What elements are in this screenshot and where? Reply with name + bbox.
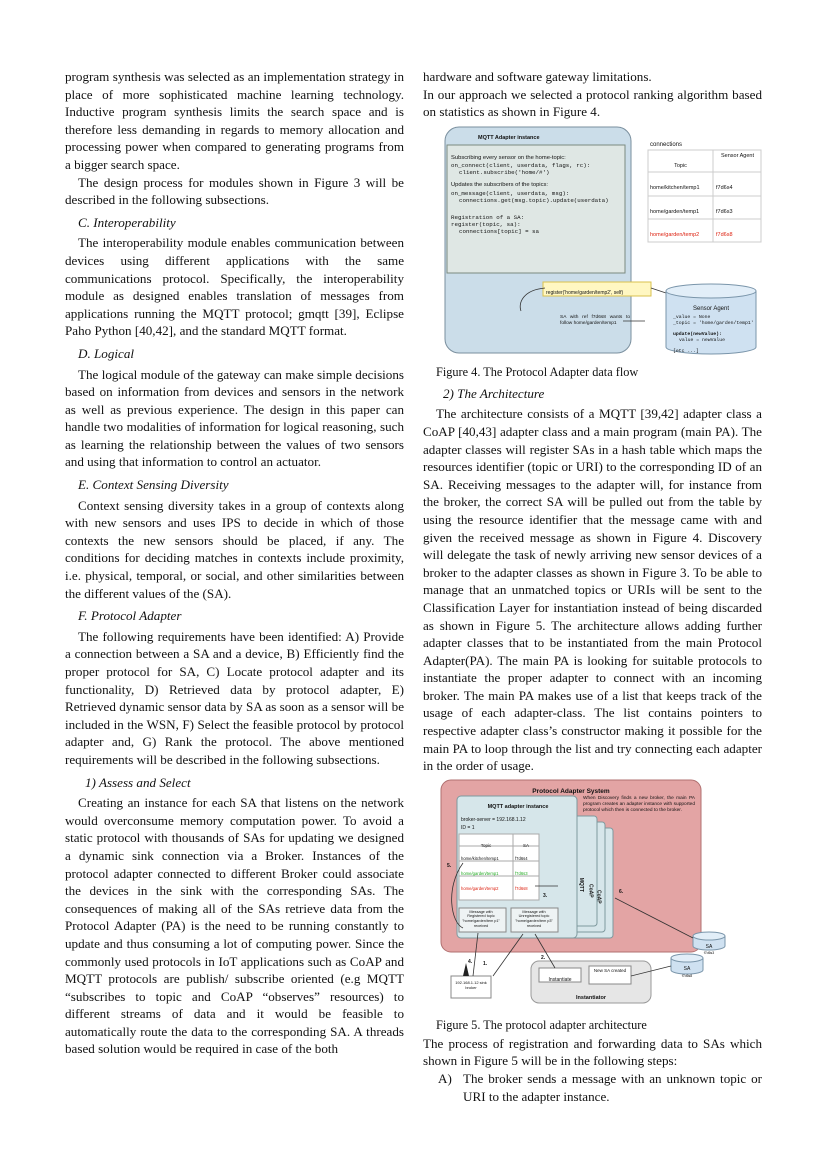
code-line: client.subscribe('home/#') bbox=[459, 169, 550, 177]
table-cell: f7d6s8 bbox=[716, 231, 733, 238]
paragraph: The process of registration and forwarding data to SAs which shown in Figure 5 will be in the following steps: bbox=[423, 1035, 762, 1069]
system-title: Protocol Adapter System bbox=[532, 787, 610, 795]
table-header-sensor-agent: Sensor Agent bbox=[720, 152, 755, 159]
new-sa-label: New SA created bbox=[593, 967, 627, 973]
code-line: value = newValue bbox=[679, 337, 726, 343]
figure-caption: Figure 5. The protocol adapter architecture bbox=[436, 1017, 647, 1032]
section-heading: E. Context Sensing Diversity bbox=[78, 477, 229, 493]
code-line: connections.get(msg.topic).update(userdata) bbox=[459, 196, 609, 204]
code-line: update(newValue): bbox=[673, 331, 722, 337]
instantiator-label: Instantiator bbox=[576, 994, 606, 1001]
register-note: register('home/garden/temp2', self) bbox=[546, 289, 624, 296]
code-line: on_connect(client, userdata, flags, rc): bbox=[451, 161, 591, 169]
code-line: on_message(client, userdata, msg): bbox=[451, 189, 570, 197]
table-cell: home/kitchen/temp1 bbox=[461, 855, 499, 861]
connections-label: connections bbox=[650, 141, 683, 148]
paragraph: The logical module of the gateway can make simple decisions based on information from devices and sensors in the network as well as previous experience. The design in this paper can handle two modalities of information for logical reasoning, such as learning the relationship between the values of two sensors and using that information to control an actuator. bbox=[65, 366, 404, 470]
figure-4 bbox=[423, 125, 762, 360]
sensor-agent-code bbox=[673, 315, 754, 355]
list-marker: A) bbox=[438, 1071, 452, 1087]
step-6: 6. bbox=[619, 888, 624, 895]
list-item bbox=[423, 1070, 762, 1105]
sink-broker-label: 192.168.1.12 sink broker bbox=[455, 979, 487, 990]
registered-message: Message with Registered topic "home/garden/tem p1" received bbox=[462, 909, 500, 928]
code-line: _value = None bbox=[673, 314, 711, 320]
table-cell: f7d6s4 bbox=[515, 855, 528, 861]
code-line: Subscribing every sensor on the home-topic: bbox=[451, 154, 566, 161]
figure-5 bbox=[423, 778, 762, 1013]
follow-note: SA with ref f7d6s8 wants to follow home/garden/temp1 bbox=[560, 314, 630, 326]
subsection-heading: 2) The Architecture bbox=[443, 385, 545, 401]
paragraph: Context sensing diversity takes in a group of contexts along with new sensors and uses IPS to decide in which of those contexts the new sensors should be placed, if any. The conditions for deciding matches in contexts include proximity, i.e. physical, temporal, or social, and other similarities between the different values of the (SA). bbox=[65, 497, 404, 601]
code-line: Registration of a SA: bbox=[451, 214, 525, 221]
table-cell: f7d6s3 bbox=[515, 870, 528, 876]
code-line: _topic = 'home/garden/temp1' bbox=[673, 320, 754, 326]
unregistered-message: Message with Unregistered topic "home/garden/tem p3" received bbox=[515, 909, 553, 928]
step-4: 4. bbox=[468, 958, 473, 965]
code-line: register(topic, sa): bbox=[451, 221, 521, 229]
paragraph: The following requirements have been identified: A) Provide a connection between a SA and a device, B) Efficiently find the proper protocol for SA, C) Locate protocol adapter and its functionality, D) Retrieved data by protocol adapter, E) Retrieved dynamic sensor data by SA as soon as a sensor will be included in the WSN, F) Select the feasible protocol by protocol adapter and, G) Rank the protocol. The above mentioned requirements will be described in the following subsections. bbox=[65, 628, 404, 767]
code-listing bbox=[451, 155, 623, 236]
table-cell: home/garden/temp1 bbox=[461, 870, 499, 876]
paragraph: In our approach we selected a protocol ranking algorithm based on statistics as shown in Figure 4. bbox=[423, 86, 762, 120]
section-heading: C. Interoperability bbox=[78, 214, 176, 230]
table-cell: home/garden/temp1 bbox=[650, 208, 700, 215]
coap-label-2: CoAP bbox=[595, 889, 602, 904]
paragraph: The architecture consists of a MQTT [39,42] adapter class a CoAP [40,43] adapter class and a main program (main PA). The adapter classes will register SAs in a hash table which maps the resources identifier (topic or URI) to the corresponding ID of an SA. Receiving messages to the adapter will, for instance from the broker, the correct SA will be pulled out from the table by using the resource identifier that the message came with and given the received message as shown in Figure 4. Discovery will delegate the task of newly arriving new sensor devices of a broker to the adapter classes as shown in Figure 3. To be able to manage that an unmatched topics or URIs will be sent to the Classification Layer for instantiation instead of being discarded as shown in Figure 5. The architecture allows adding further adapter classes that to be instantiated from the main Protocol Adapter(PA). The main PA is looking for suitable protocols to instantiate the proper adapter to connect with an incoming broker. The main PA makes use of a list that keeps track of the usage of each adapter-class. The list contains pointers to respective adapter class’s constructor making it possible for the main PA to loop through the list and try connecting each adapter in the order of usage. bbox=[423, 406, 762, 774]
discovery-note: When Discovery finds a new broker, the main PA program creates an adapter instance with supported protocol which then is connected to the broker. bbox=[583, 795, 695, 813]
sa-id: f7d6s3 bbox=[703, 950, 715, 955]
sensor-agent-title: Sensor Agent bbox=[692, 305, 730, 312]
paragraph: The interoperability module enables communication between devices using different applications with the same communications protocol. Specifically, the interoperability module as designed enables translation of messages from applications running the MQTT protocol; gmqtt [39], Eclipse Paho Python [40,42], and the standard MQTT format. bbox=[65, 235, 404, 339]
sa-id: f7d6s8 bbox=[681, 973, 693, 978]
paragraph: The design process for modules shown in Figure 3 will be described in the following subsections. bbox=[65, 174, 404, 208]
code-line: Updates the subscribers of the topics: bbox=[451, 182, 548, 189]
table-header-topic: Topic bbox=[480, 842, 492, 848]
adapter-instance-title: MQTT adapter instance bbox=[487, 803, 549, 810]
section-heading: D. Logical bbox=[78, 345, 135, 361]
mqtt-label: MQTT bbox=[577, 877, 584, 892]
table-header-sa: SA bbox=[522, 842, 529, 848]
adapter-title: MQTT Adapter instance bbox=[478, 134, 540, 141]
table-header-topic: Topic bbox=[674, 162, 687, 169]
sa-label: SA bbox=[705, 943, 713, 950]
code-line: [etc ...] bbox=[673, 348, 699, 354]
sa-label: SA bbox=[683, 965, 691, 972]
code-line: connections[topic] = sa bbox=[459, 228, 540, 236]
step-1: 1. bbox=[483, 960, 488, 967]
table-cell: f7d6s4 bbox=[716, 184, 733, 191]
step-3: 3. bbox=[543, 892, 548, 899]
table-cell: f7d6s8 bbox=[515, 885, 528, 891]
paragraph: hardware and software gateway limitations. bbox=[423, 69, 652, 84]
coap-label: CoAP bbox=[587, 883, 594, 898]
table-cell: home/garden/temp2 bbox=[461, 885, 499, 891]
table-cell: f7d6s3 bbox=[716, 208, 733, 215]
instance-id: ID = 1 bbox=[461, 824, 475, 831]
step-2: 2. bbox=[541, 954, 546, 961]
table-cell: home/garden/temp2 bbox=[650, 231, 700, 238]
table-cell: home/kitchen/temp1 bbox=[650, 184, 700, 191]
broker-server: broker-server = 192.168.1.12 bbox=[461, 816, 526, 823]
list-text: The broker sends a message with an unknown topic or URI to the adapter instance. bbox=[463, 1071, 762, 1104]
subsection-heading: 1) Assess and Select bbox=[85, 774, 191, 790]
step-5: 5. bbox=[447, 862, 452, 869]
figure-caption: Figure 4. The Protocol Adapter data flow bbox=[436, 364, 639, 379]
instantiate-label: Instantiate bbox=[548, 976, 572, 983]
left-column bbox=[65, 68, 404, 1058]
arrow bbox=[651, 288, 666, 293]
paragraph: Creating an instance for each SA that listens on the network would overconsume memory computation power. To avoid a static protocol with thousands of SAs for updating we designed a dynamic sink connection via a Broker. Instances of the protocol adapter connected to different Broker could associate the devices in the sink with the corresponding SAs. The consequences of making all of the SAs retrieve data from the Protocol Adapter (PA) is the need to be running constantly to update and thus consuming a lot of computing power. Since the commonly used protocols in IoT applications such as CoAP and MQTT protocols are publish/ subscribe oriented (e.g MQTT “subscribes to topic and CoAP “observes” resources) to different streams of data and it would be feasible to automatically route the data to the corresponding SA. A threads based solution would be required in case of the both bbox=[65, 795, 404, 1057]
right-column bbox=[423, 68, 762, 1105]
section-heading: F. Protocol Adapter bbox=[78, 608, 182, 624]
paragraph: program synthesis was selected as an implementation strategy in place of more sophisticated machine learning technology. Inductive program synthesis limits the search space and is therefore less demanding in regards to memory allocation and processing power when compared to generating programs from a bigger search space. bbox=[65, 69, 404, 172]
